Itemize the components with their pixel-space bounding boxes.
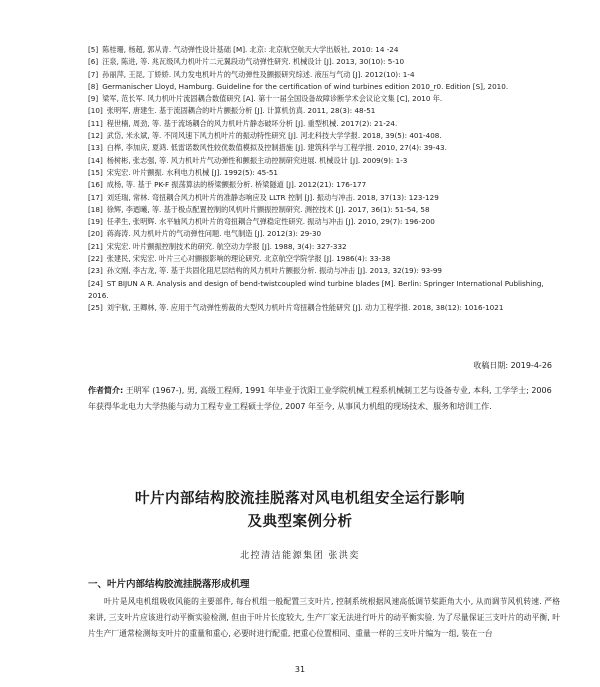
reference-number: [18] (88, 204, 103, 214)
reference-text: 蒋海涛. 风力机叶片的气动弹性问题. 电气制造 [J]. 2012(3): 29-30 (106, 229, 322, 239)
reference-number: [20] (88, 229, 103, 239)
reference-number: [17] (88, 192, 103, 202)
reference-item (88, 228, 558, 240)
reference-number: [11] (88, 118, 103, 128)
reference-number: [15] (88, 167, 103, 177)
reference-text: 张建民, 宋宪宏. 叶片三心对颤振影响的理论研究. 北京航空学院学报 [J]. 1986(4): 33-38 (106, 254, 391, 264)
reference-number: [24] (88, 278, 103, 288)
reference-number: [7] (88, 69, 99, 79)
reference-item (88, 105, 558, 117)
reference-text: 孙丽萍, 王昆, 丁娇娇. 风力发电机叶片的气动弹性及颤振研究综述. 液压与气动 [J]. 2012(10): 1-4 (102, 69, 415, 79)
reference-item (88, 278, 558, 303)
reference-item (88, 93, 558, 105)
reference-number: [23] (88, 266, 103, 276)
reference-number: [6] (88, 57, 99, 67)
reference-text: 张明军, 唐建生. 基于流固耦合的叶片颤振分析 [J]. 计算机仿真. 2011, 28(3): 48-51 (106, 106, 376, 116)
author-note-label: 作者简介: (88, 386, 124, 395)
article-title-line-1: 叶片内部结构胶流挂脱落对风电机组安全运行影响 (135, 491, 465, 507)
reference-number: [13] (88, 143, 103, 153)
reference-item (88, 142, 558, 154)
reference-number: [21] (88, 241, 103, 251)
reference-list (88, 44, 558, 315)
author-note (88, 383, 558, 415)
reference-item (88, 69, 558, 81)
reference-number: [22] (88, 254, 103, 264)
reference-item (88, 265, 558, 277)
reference-number: [14] (88, 155, 103, 165)
reference-item (88, 44, 558, 56)
reference-item (88, 179, 558, 191)
reference-item (88, 155, 558, 167)
section-heading: 一、叶片内部结构胶流挂脱落形成机理 (88, 579, 250, 590)
page-number: 31 (294, 665, 306, 674)
reference-item (88, 302, 558, 314)
reference-text: 武岱, 米永斌, 等. 不同风速下风力机叶片的振动特性研究 [J]. 河北科技大学学报. 2018, 39(5): 401-408. (106, 131, 442, 141)
author-note-text: 王明军 (1967-), 男, 高级工程师, 1991 年毕业于沈阳工业学院机械工程系机械制工艺与设备专业, 本科, 工学学士; 2006 年获得华北电力大学热能与动力工程专业工程硕士学位, 2007 年至今, 从事风力机组的现场技术、服务和培训工作. (88, 386, 552, 411)
reference-item (88, 56, 558, 68)
article-title-line-2: 及典型案例分析 (247, 514, 353, 530)
reference-text: 宋宪宏. 叶片颤振. 水利电力机械 [J]. 1992(5): 45-51 (106, 167, 278, 177)
reference-text: 汪泉, 陈进, 等. 兆瓦级风力机叶片二元翼段动气动弹性研究. 机械设计 [J]. 2013, 30(10): 5-10 (102, 57, 405, 67)
reference-item (88, 118, 558, 130)
reference-text: 徐辉, 李迺曦, 等. 基于极点配置控制的风机叶片颤振控制研究. 测控技术 [J]. 2017, 36(1): 51-54, 58 (106, 204, 430, 214)
reference-text: Germanischer Lloyd, Hamburg. Guideline for the certification of wind turbines edition 2010_r0. Edition [S], 2010. (102, 81, 509, 91)
reference-item (88, 241, 558, 253)
reference-text: 杨树彬, 张志强, 等. 风力机叶片气动弹性和颤振主动控制研究进展. 机械设计 [J]. 2009(9): 1-3 (106, 155, 408, 165)
reference-text: 白桦, 李加庆, 夏鸿. 低雷诺数风性较优数值模拟及控制措施 [J]. 建筑科学与工程学报. 2010, 27(4): 39-43. (106, 143, 447, 153)
reference-number: [19] (88, 217, 103, 227)
reference-item (88, 253, 558, 265)
reference-text: 任孝生, 张明辉. 水平轴风力机叶片的弯扭耦合气弹稳定性研究. 振动与冲击 [J]. 2010, 29(7): 196-200 (106, 217, 435, 227)
reference-text: 陈桂珊, 杨超, 郭从青. 气动弹性设计基础 [M]. 北京: 北京航空航天大学出版社, 2010: 14 -24 (102, 45, 399, 54)
reference-number: [8] (88, 81, 99, 91)
reference-text: 孙文刚, 李古龙, 等. 基于共固化阻尼层结构的风力机叶片颤振分析. 振动与冲击 [J]. 2013, 32(19): 93-99 (106, 266, 442, 276)
reference-item (88, 204, 558, 216)
reference-number: [10] (88, 106, 103, 116)
reference-number: [9] (88, 94, 99, 104)
reference-number: [12] (88, 131, 103, 141)
reference-item (88, 216, 558, 228)
reference-item (88, 192, 558, 204)
reference-text: 刘宇航, 王卿林, 等. 应用于气动弹性剪裁的大型风力机叶片弯扭耦合性能研究 [J]. 动力工程学报. 2018, 38(12): 1016-1021 (106, 303, 504, 313)
reference-number: [25] (88, 303, 103, 313)
reference-text: 成杨, 等. 基于 PK-F 振荡算法的桥梁颤振分析. 桥梁隧道 [J]. 2012(21): 176-177 (106, 180, 367, 190)
author-affiliation: 北控清洁能源集团 张洪奕 (240, 551, 360, 561)
reference-number: [16] (88, 180, 103, 190)
reference-item (88, 81, 558, 93)
reference-text: 刘廷瑞, 常林. 弯扭耦合风力机叶片的准静态响应及 LLTR 控制 [J]. 振动与冲击. 2018, 37(13): 123-129 (106, 192, 439, 202)
reference-text: ST BIJUN A R. Analysis and design of bend-twistcoupled wind turbine blades [M]. Berlin: Springer International Publishing, 2016. (88, 278, 544, 300)
reference-item (88, 130, 558, 142)
body-paragraph: 叶片是风电机组吸收风能的主要部件, 每台机组一般配置三支叶片, 控制系统根据风速高低调节桨距角大小, 从而调节风机转速. 严格来讲, 三支叶片应该进行动平衡实验检测, 但由于叶片长度较大, 生产厂家无法进行叶片的动平衡实验. 为了尽量保证三支叶片的动平衡, 叶片生产厂通常检测每支叶片的重量和重心, 必要时进行配重, 把重心位置相同、重量一样的三支叶片编为一组, 装在一台 (88, 597, 560, 638)
reference-text: 程世楠, 周劲, 等. 基于流场耦合的风力机叶片静态破坏分析 [J]. 重型机械. 2017(2): 21-24. (106, 118, 398, 128)
reference-text: 宋宪宏. 叶片颤振控制技术的研究. 航空动力学报 [J]. 1988, 3(4): 327-332 (106, 241, 347, 251)
reference-number: [5] (88, 45, 99, 54)
reference-item (88, 167, 558, 179)
received-date: 收稿日期: 2019-4-26 (473, 361, 552, 370)
reference-text: 梁军, 范长军. 风力机叶片流固耦合数值研究 [A]. 第十一届全国设备故障诊断学术会议论文集 [C], 2010 年. (102, 94, 443, 104)
